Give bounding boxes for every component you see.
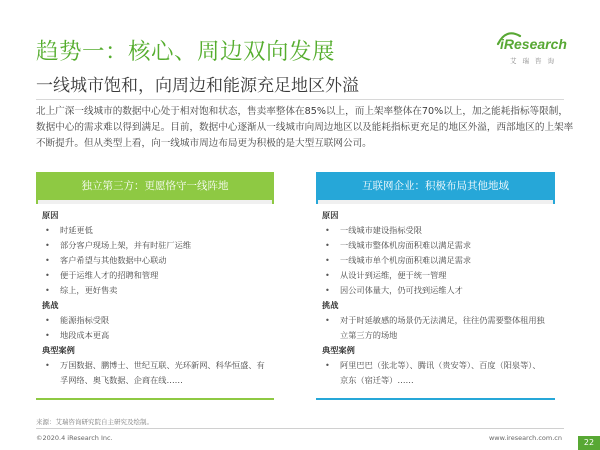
section-title: 挑战	[42, 300, 59, 310]
right-panel	[316, 172, 555, 400]
list-item: • 地段成本更高	[42, 328, 266, 343]
iresearch-logo	[500, 36, 576, 70]
header-divider	[36, 99, 564, 100]
logo-wordmark: iResearch	[500, 36, 567, 52]
list-item: • 阿里巴巴（张北等）、腾讯（贵安等）、百度（阳泉等）、京东（宿迁等）……	[322, 358, 547, 388]
section-title: 挑战	[322, 300, 339, 310]
list-item: • 能源指标受限	[42, 313, 266, 328]
list-item: • 因公司体量大，仍可找到运维人才	[322, 283, 547, 298]
list-item: • 一线城市整体机房面积难以满足需求	[322, 238, 547, 253]
list-item: • 便于运维人才的招聘和管理	[42, 268, 266, 283]
section-title: 典型案例	[322, 345, 355, 355]
list-item: • 一线城市单个机房面积难以满足需求	[322, 253, 547, 268]
footer-divider	[36, 428, 564, 429]
page-number: 22	[578, 436, 600, 450]
list-item: • 从设计到运维，便于统一管理	[322, 268, 547, 283]
list-item: • 万国数据、鹏博士、世纪互联、光环新网、科华恒盛、有孚网络、奥飞数据、企商在线……	[42, 358, 266, 388]
right-panel-body	[316, 204, 555, 398]
list-item: • 时延更低	[42, 223, 266, 238]
list-item: • 一线城市建设指标受限	[322, 223, 547, 238]
right-panel-header: 互联网企业：积极布局其他地域	[316, 172, 555, 200]
list-item: • 客户希望与其他数据中心联动	[42, 253, 266, 268]
logo-tagline: 艾瑞咨询	[510, 57, 560, 65]
left-panel-body	[36, 204, 274, 398]
website-link[interactable]: www.iresearch.com.cn	[488, 434, 562, 442]
list-item: • 综上，更好售卖	[42, 283, 266, 298]
left-panel-border	[36, 398, 274, 400]
section-title: 原因	[322, 210, 339, 220]
page-title: 趋势一：核心、周边双向发展	[36, 39, 336, 65]
section-title: 原因	[42, 210, 59, 220]
section-title: 典型案例	[42, 345, 75, 355]
left-panel	[36, 172, 274, 400]
list-item: • 对于时延敏感的场景仍无法满足，往往仍需要整体租用独立第三方的场地	[322, 313, 547, 343]
list-item: • 部分客户现场上架，并有时驻厂运维	[42, 238, 266, 253]
left-panel-header: 独立第三方：更愿恪守一线阵地	[36, 172, 274, 200]
source-note: 来源：艾瑞咨询研究院自主研究及绘制。	[36, 418, 153, 426]
copyright-text: ©2020.4 iResearch Inc.	[36, 434, 113, 442]
intro-paragraph: 北上广深一线城市的数据中心处于相对饱和状态，售卖率整体在85%以上，而上架率整体在70%以上，加之能耗指标等限制，数据中心的需求难以得到满足。目前，数据中心逐渐从一线城市向周边地区以及能耗指标更充足的地区外溢，西部地区的上架率不断提升。但从类型上看，向一线城市周边布局更为积极的是大型互联网公司。	[36, 106, 574, 149]
right-panel-border	[316, 398, 555, 400]
page-subtitle: 一线城市饱和，向周边和能源充足地区外溢	[36, 76, 359, 96]
